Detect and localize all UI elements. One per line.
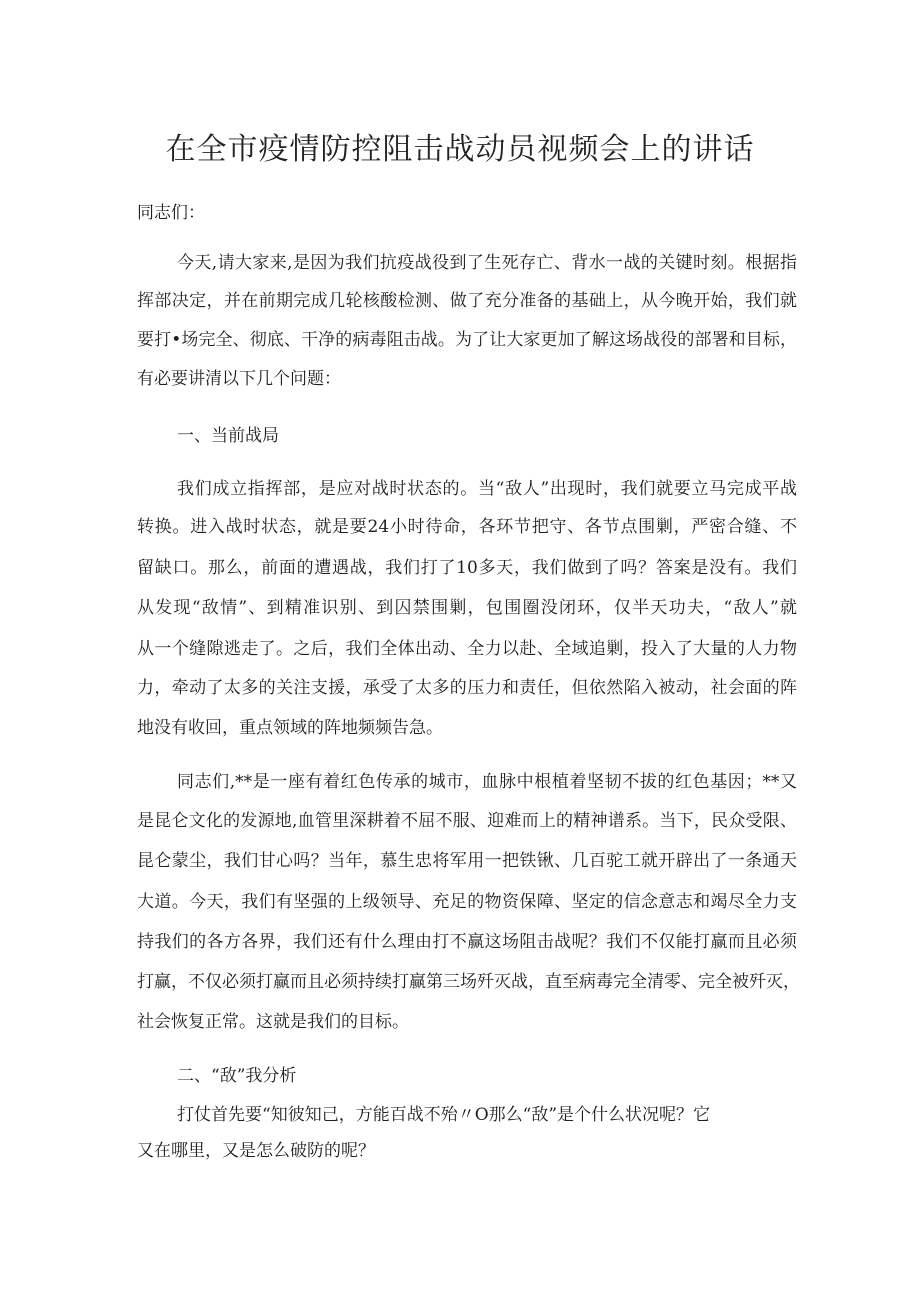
paragraph-3-line-4: 大道。今天，我们有坚强的上级领导、充足的物资保障、坚定的信念意志和竭尽全力支 [137, 892, 797, 912]
paragraph-1-line-3: 要打•场完全、彻底、干净的病毒阻击战。为了让大家更加了解这场战役的部署和目标， [137, 330, 797, 350]
paragraph-4-line-1: 打仗首先要“知彼知己，方能百战不殆〃O那么“敌”是个什么状况呢？它 [177, 1105, 711, 1125]
paragraph-3-line-1: 同志们,**是一座有着红色传承的城市，血脉中根植着坚韧不拔的红色基因；**又 [177, 772, 797, 792]
paragraph-1-line-1: 今天,请大家来,是因为我们抗疫战役到了生死存亡、背水一战的关键时刻。根据指 [177, 253, 797, 273]
paragraph-2-line-7: 地没有收回，重点领域的阵地频频告急。 [137, 718, 443, 738]
paragraph-2-line-3: 留缺口。那么，前面的遭遇战，我们打了10多天，我们做到了吗？答案是没有。我们 [137, 558, 797, 578]
section-heading-2: 二、“敌”我分析 [177, 1066, 297, 1086]
paragraph-2-line-4: 从发现“敌情”、到精准识别、到囚禁围剿，包围圈没闭环，仅半天功夫，“敌人”就 [137, 598, 797, 618]
paragraph-3-line-5: 持我们的各方各界，我们还有什么理由打不赢这场阻击战呢？我们不仅能打赢而且必须 [137, 932, 797, 952]
paragraph-2-line-2: 转换。进入战时状态，就是要24小时待命，各环节把守、各节点围剿，严密合缝、不 [137, 517, 797, 537]
paragraph-3-line-7: 社会恢复正常。这就是我们的目标。 [137, 1012, 409, 1032]
paragraph-3-line-6: 打赢，不仅必须打赢而且必须持续打赢第三场歼灭战，直至病毒完全清零、完全被歼灭， [137, 972, 800, 992]
document-title: 在全市疫情防控阻击战动员视频会上的讲话 [165, 132, 755, 167]
section-heading-1: 一、当前战局 [177, 426, 279, 446]
paragraph-4-line-2: 又在哪里，又是怎么破防的呢？ [137, 1141, 375, 1161]
paragraph-2-line-5: 从一个缝隙逃走了。之后，我们全体出动、全力以赴、全域追剿，投入了大量的人力物 [137, 639, 797, 659]
paragraph-2-line-1: 我们成立指挥部，是应对战时状态的。当“敌人”出现时，我们就要立马完成平战 [177, 479, 797, 499]
paragraph-3-line-2: 是昆仑文化的发源地,血管里深耕着不屈不服、迎难而上的精神谱系。当下，民众受限、 [137, 811, 797, 831]
paragraph-3-line-3: 昆仑蒙尘，我们甘心吗？当年，慕生忠将军用一把铁锹、几百驼工就开辟出了一条通天 [137, 851, 797, 871]
paragraph-2-line-6: 力，牵动了太多的关注支援，承受了太多的压力和责任，但依然陷入被动，社会面的阵 [137, 678, 797, 698]
salutation: 同志们： [137, 203, 205, 223]
paragraph-1-line-4: 有必要讲清以下几个问题： [137, 369, 341, 389]
paragraph-1-line-2: 挥部决定，并在前期完成几轮核酸检测、做了充分准备的基础上，从今晚开始，我们就 [137, 291, 797, 311]
